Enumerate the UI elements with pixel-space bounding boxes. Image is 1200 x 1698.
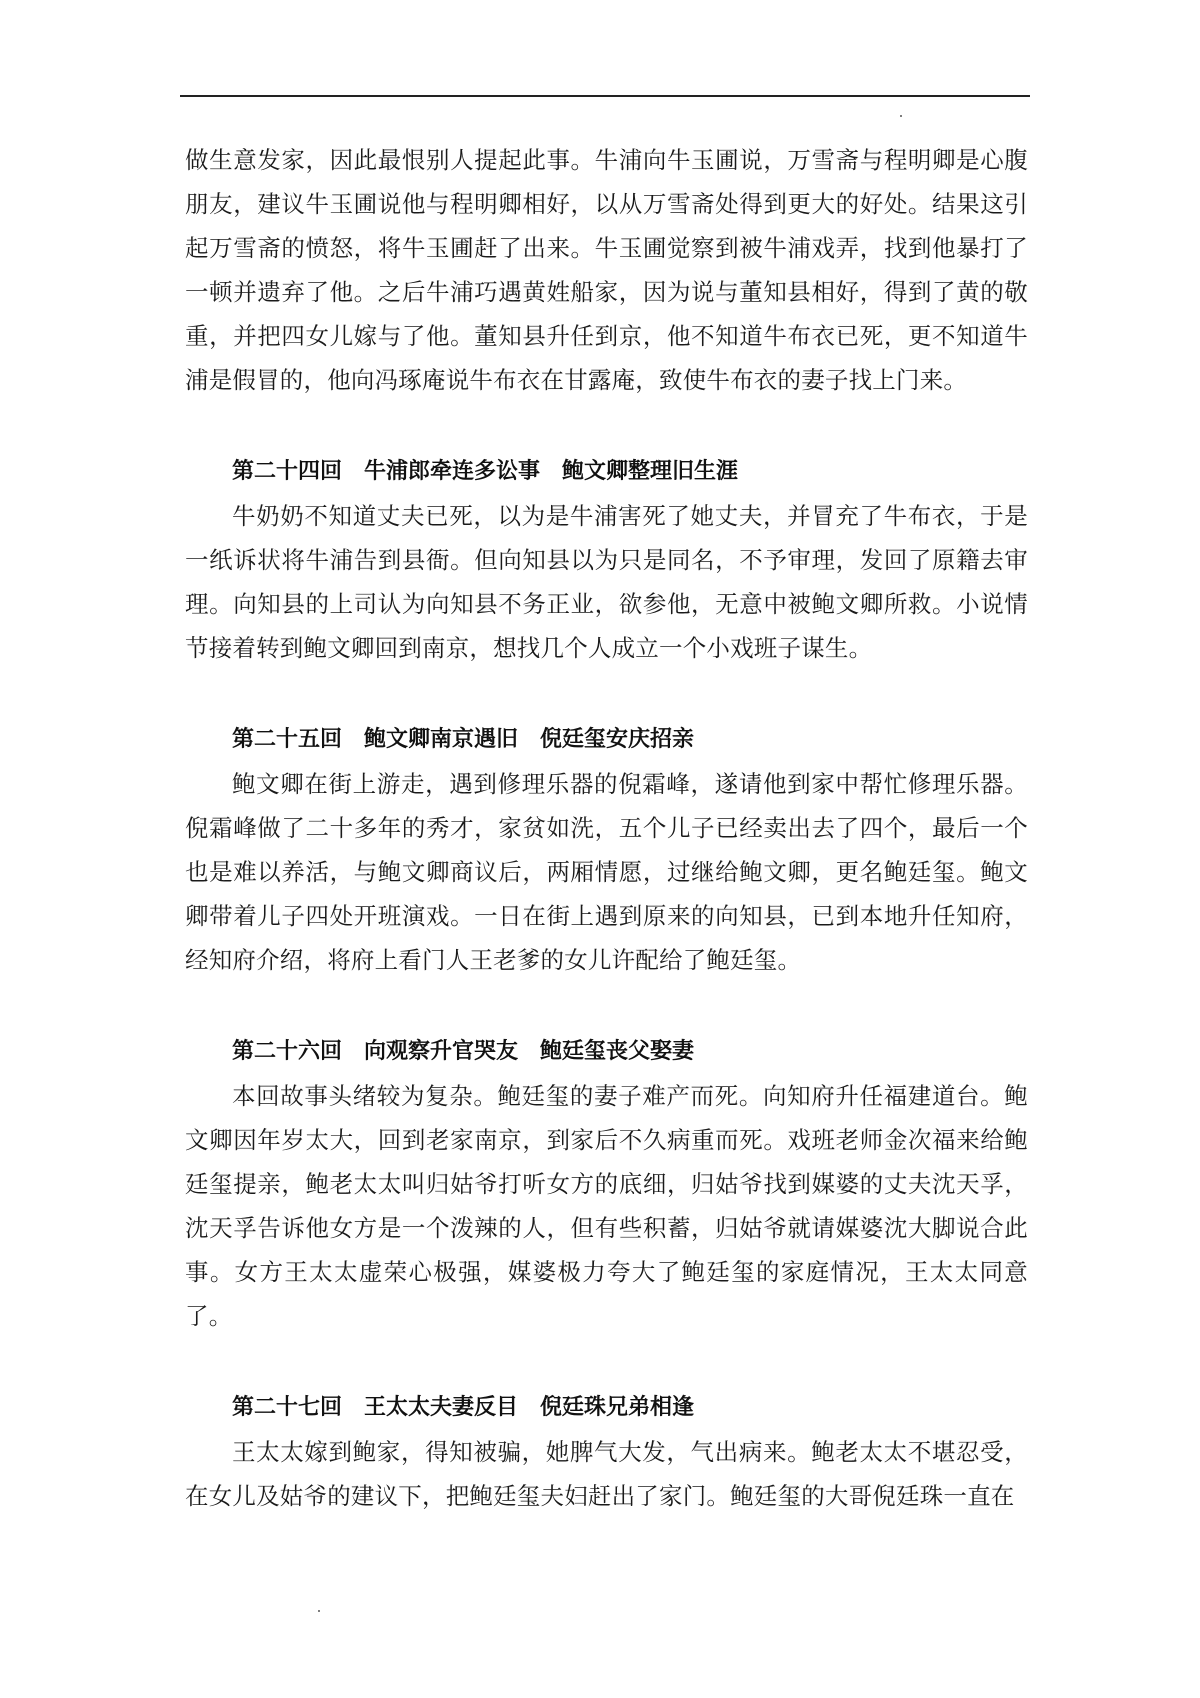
intro-paragraph: 做生意发家，因此最恨别人提起此事。牛浦向牛玉圃说，万雪斋与程明卿是心腹朋友，建议牛玉圃说他与程明卿相好，以从万雪斋处得到更大的好处。结果这引起万雪斋的愤怒，将牛玉圃赶了出来。牛玉圃觉察到被牛浦戏弄，找到他暴打了一顿并遗弃了他。之后牛浦巧遇黄姓船家，因为说与董知县相好，得到了黄的敬重，并把四女儿嫁与了他。董知县升任到京，他不知道牛布衣已死，更不知道牛浦是假冒的，他向冯琢庵说牛布衣在甘露庵，致使牛布衣的妻子找上门来。: [185, 146, 1028, 394]
chapter-26: [185, 1030, 1028, 1338]
scan-speck: [900, 115, 902, 117]
chapter-25: [185, 718, 1028, 982]
chapter-heading: 第二十六回 向观察升官哭友 鲍廷玺丧父娶妻: [232, 1039, 695, 1064]
chapter-heading: 第二十四回 牛浦郎牵连多讼事 鲍文卿整理旧生涯: [232, 459, 739, 484]
scan-speck: [318, 1610, 320, 1612]
chapter-heading: 第二十七回 王太太夫妻反目 倪廷珠兄弟相逢: [232, 1395, 695, 1420]
chapter-summary: 牛奶奶不知道丈夫已死，以为是牛浦害死了她丈夫，并冒充了牛布衣，于是一纸诉状将牛浦告到县衙。但向知县以为只是同名，不予审理，发回了原籍去审理。向知县的上司认为向知县不务正业，欲参他，无意中被鲍文卿所救。小说情节接着转到鲍文卿回到南京，想找几个人成立一个小戏班子谋生。: [185, 502, 1028, 662]
chapter-summary: 王太太嫁到鲍家，得知被骗，她脾气大发，气出病来。鲍老太太不堪忍受，在女儿及姑爷的建议下，把鲍廷玺夫妇赶出了家门。鲍廷玺的大哥倪廷珠一直在: [185, 1438, 1028, 1510]
chapter-27: [185, 1386, 1028, 1518]
page-content: [185, 138, 1028, 1518]
chapter-summary: 本回故事头绪较为复杂。鲍廷玺的妻子难产而死。向知府升任福建道台。鲍文卿因年岁太大，回到老家南京，到家后不久病重而死。戏班老师金次福来给鲍廷玺提亲，鲍老太太叫归姑爷打听女方的底细，归姑爷找到媒婆的丈夫沈天孚，沈天孚告诉他女方是一个泼辣的人，但有些积蓄，归姑爷就请媒婆沈大脚说合此事。女方王太太虚荣心极强，媒婆极力夸大了鲍廷玺的家庭情况，王太太同意了。: [185, 1082, 1028, 1330]
chapter-24: [185, 450, 1028, 670]
chapter-summary: 鲍文卿在街上游走，遇到修理乐器的倪霜峰，遂请他到家中帮忙修理乐器。倪霜峰做了二十多年的秀才，家贫如洗，五个儿子已经卖出去了四个，最后一个也是难以养活，与鲍文卿商议后，两厢情愿，过继给鲍文卿，更名鲍廷玺。鲍文卿带着儿子四处开班演戏。一日在街上遇到原来的向知县，已到本地升任知府，经知府介绍，将府上看门人王老爹的女儿许配给了鲍廷玺。: [185, 770, 1028, 974]
header-rule: [180, 95, 1030, 97]
chapter-heading: 第二十五回 鲍文卿南京遇旧 倪廷玺安庆招亲: [232, 727, 695, 752]
